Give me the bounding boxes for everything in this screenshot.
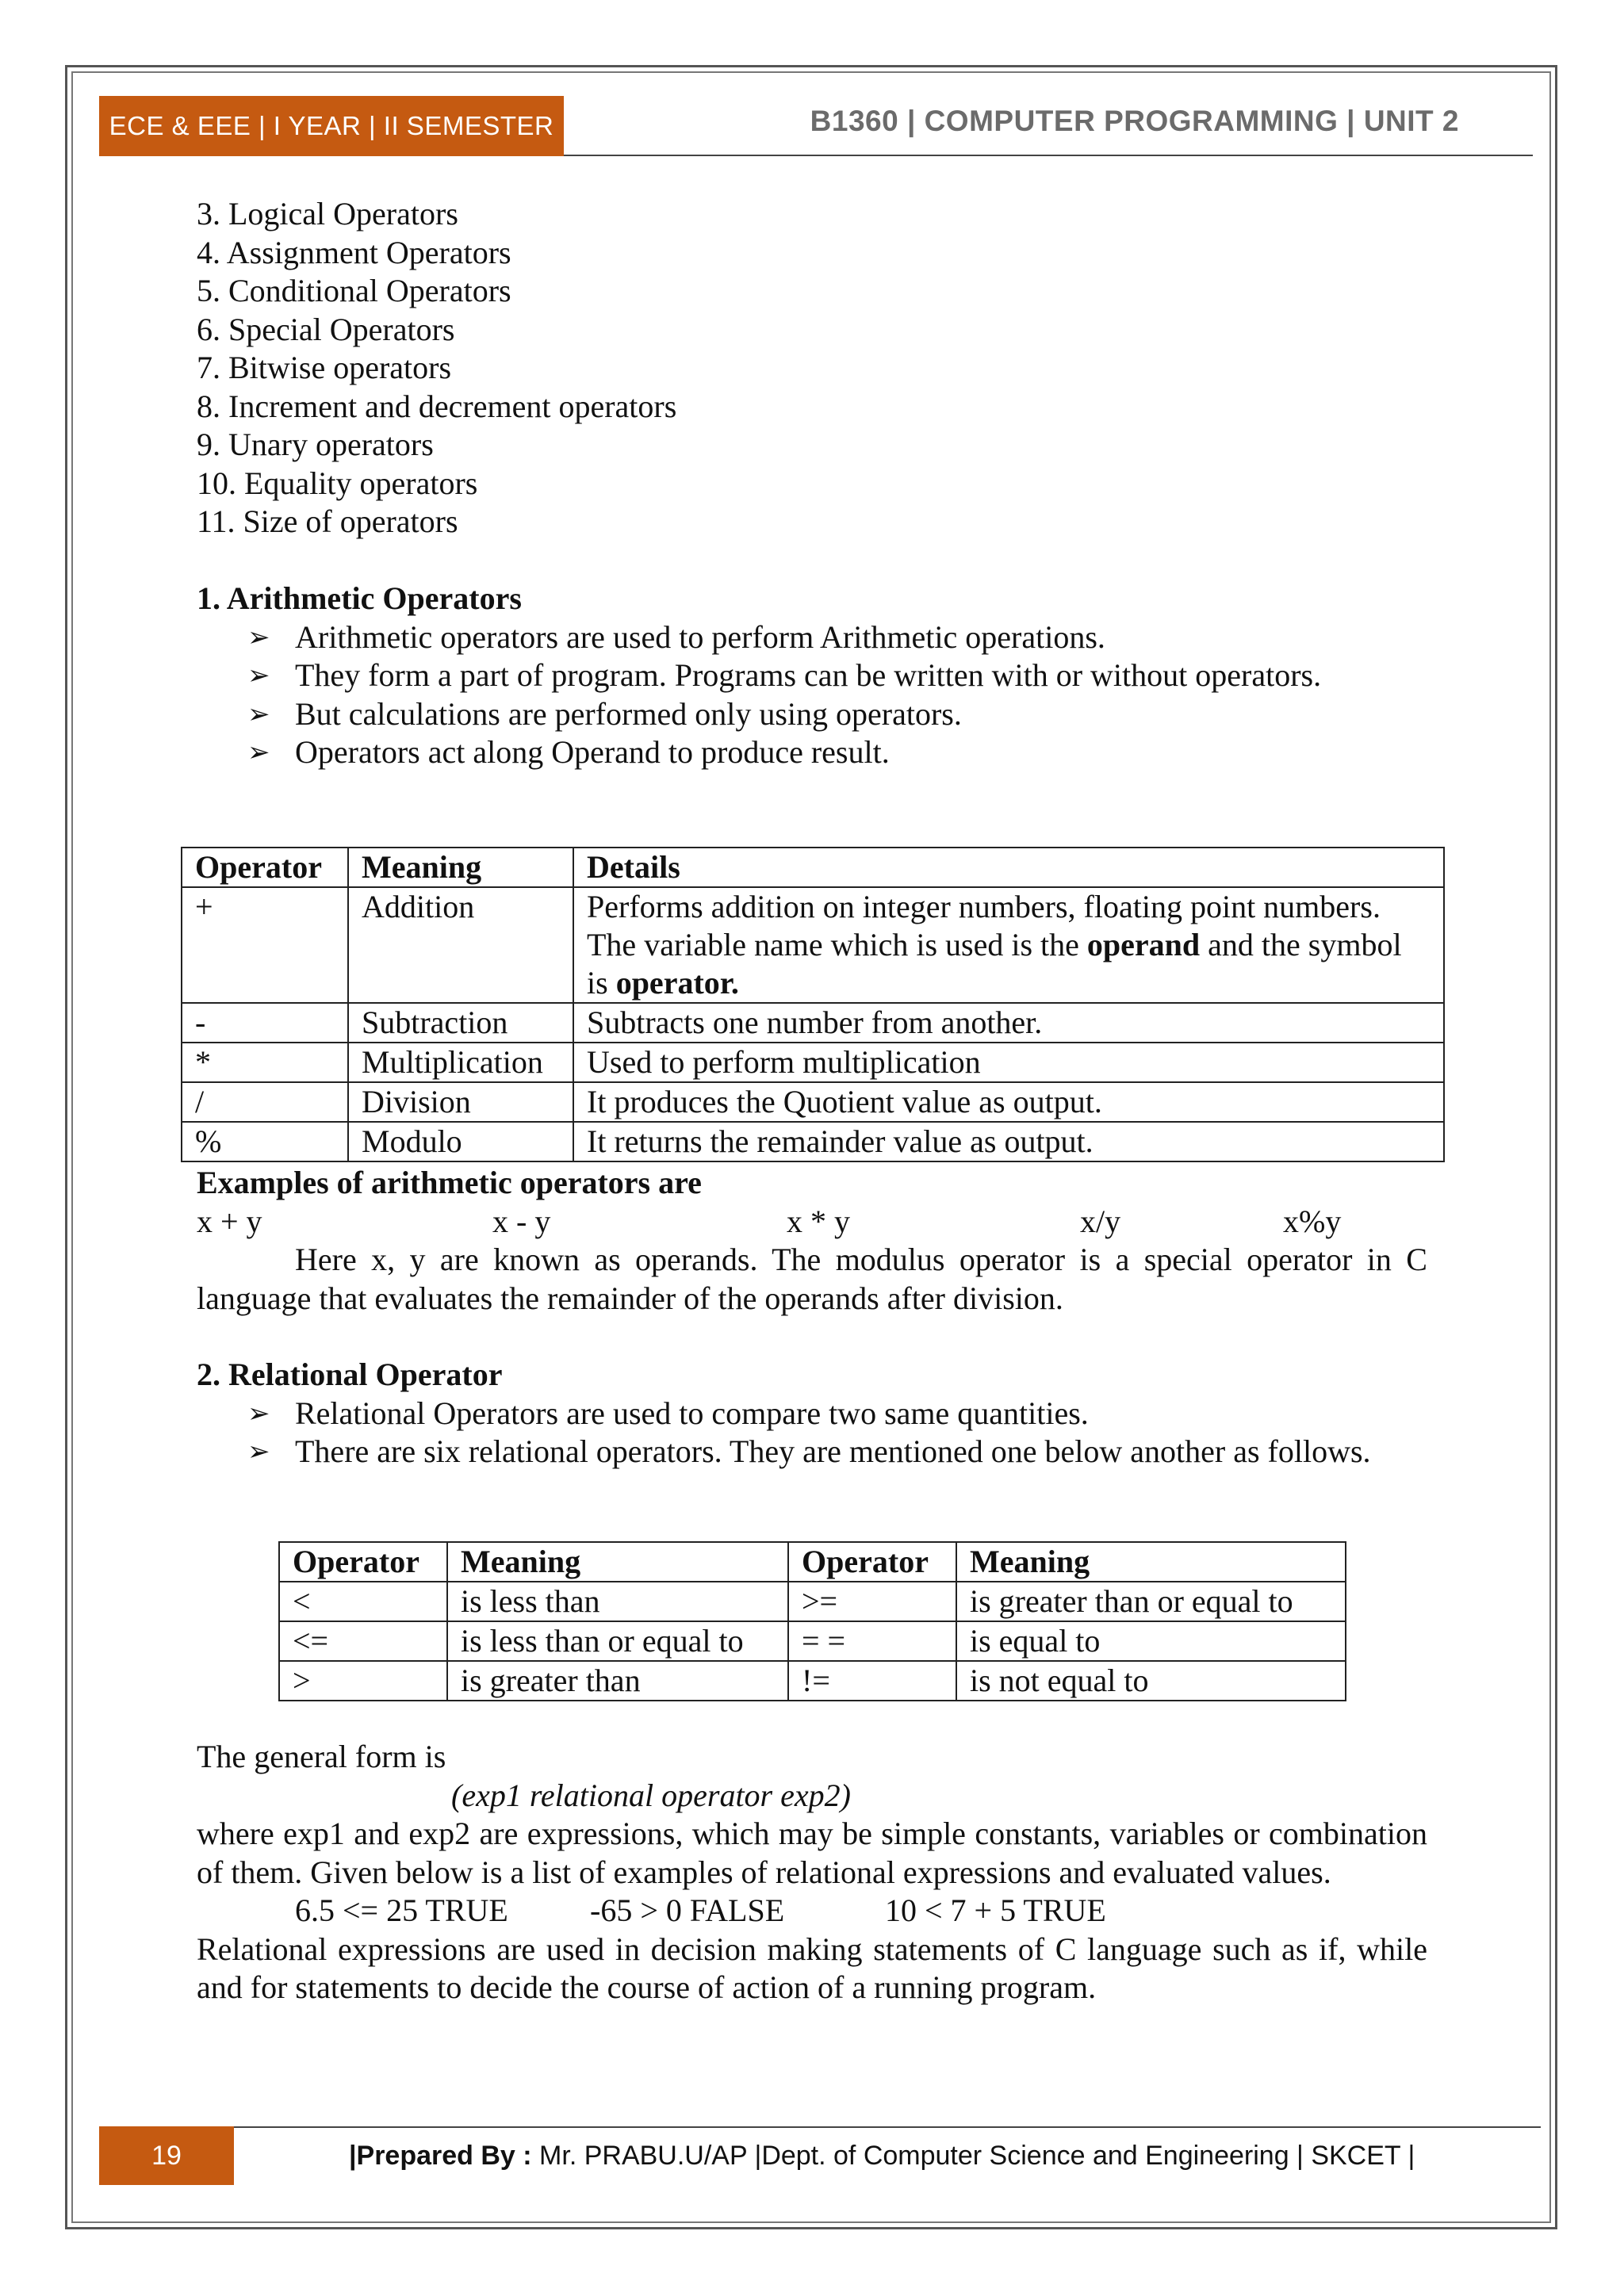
operator-cell: < bbox=[279, 1582, 447, 1621]
list-item: 5. Conditional Operators bbox=[197, 273, 511, 308]
column-header: Meaning bbox=[348, 848, 573, 887]
arithmetic-section bbox=[197, 580, 1427, 772]
meaning-cell: is less than bbox=[447, 1582, 788, 1621]
arrow-bullet-icon: ➢ bbox=[247, 698, 270, 730]
bullet-item: ➢ Operators act along Operand to produce result. bbox=[197, 733, 1427, 772]
header-rule bbox=[564, 155, 1533, 156]
operator-cell: != bbox=[788, 1661, 956, 1701]
operator-cell: + bbox=[182, 887, 348, 1003]
table-row bbox=[182, 1003, 1444, 1043]
meaning-cell: is greater than bbox=[447, 1661, 788, 1701]
table-row bbox=[182, 1043, 1444, 1082]
example-expression: 10 < 7 + 5 TRUE bbox=[885, 1892, 1106, 1928]
bullet-item: ➢ There are six relational operators. They are mentioned one below another as follows. bbox=[197, 1433, 1427, 1471]
operator-cell: * bbox=[182, 1043, 348, 1082]
list-item: 4. Assignment Operators bbox=[197, 234, 511, 270]
arithmetic-operator-table bbox=[181, 847, 1445, 1162]
arithmetic-examples bbox=[197, 1164, 1427, 1318]
meaning-cell: is equal to bbox=[956, 1621, 1346, 1661]
relational-section bbox=[197, 1356, 1427, 1471]
operator-cell: >= bbox=[788, 1582, 956, 1621]
details-cell: Performs addition on integer numbers, floating point numbers. The variable name which is used is the operand and the symbol is operator. bbox=[573, 887, 1444, 1003]
column-header: Details bbox=[573, 848, 1444, 887]
meaning-cell: Subtraction bbox=[348, 1003, 573, 1043]
paragraph: Here x, y are known as operands. The modulus operator is a special operator in C language that evaluates the remainder of the operands after division. bbox=[197, 1242, 1427, 1316]
example-expression: x/y bbox=[1080, 1203, 1121, 1239]
bullet-item: ➢ They form a part of program. Programs can be written with or without operators. bbox=[197, 656, 1427, 695]
operator-cell: = = bbox=[788, 1621, 956, 1661]
meaning-cell: Multiplication bbox=[348, 1043, 573, 1082]
bullet-list bbox=[197, 1395, 1427, 1471]
page-number: 19 bbox=[99, 2126, 234, 2185]
list-item: 10. Equality operators bbox=[197, 465, 478, 501]
list-item: 7. Bitwise operators bbox=[197, 350, 452, 385]
example-expression: x%y bbox=[1283, 1203, 1342, 1239]
meaning-cell: Addition bbox=[348, 887, 573, 1003]
table-header-row bbox=[182, 848, 1444, 887]
details-cell: It returns the remainder value as output. bbox=[573, 1122, 1444, 1161]
table-row bbox=[182, 1122, 1444, 1161]
table-header-row bbox=[279, 1542, 1346, 1582]
footer-credit: |Prepared By : Mr. PRABU.U/AP |Dept. of Computer Science and Engineering | SKCET | bbox=[349, 2141, 1415, 2171]
bullet-item: ➢ But calculations are performed only using operators. bbox=[197, 695, 1427, 734]
column-header: Operator bbox=[279, 1542, 447, 1582]
arrow-bullet-icon: ➢ bbox=[247, 621, 270, 653]
list-item: 6. Special Operators bbox=[197, 311, 455, 347]
bullet-list bbox=[197, 618, 1427, 772]
bullet-item: ➢ Relational Operators are used to compare two same quantities. bbox=[197, 1395, 1427, 1433]
column-header: Meaning bbox=[447, 1542, 788, 1582]
operator-cell: - bbox=[182, 1003, 348, 1043]
table-row bbox=[182, 887, 1444, 1003]
details-cell: Subtracts one number from another. bbox=[573, 1003, 1444, 1043]
arrow-bullet-icon: ➢ bbox=[247, 1397, 270, 1429]
general-form-label: The general form is bbox=[197, 1739, 446, 1774]
example-expression: x * y bbox=[787, 1203, 850, 1239]
paragraph: Relational expressions are used in decision making statements of C language such as if, while and for statements to decide the course of action of a running program. bbox=[197, 1931, 1427, 2005]
example-expression: x - y bbox=[492, 1203, 551, 1239]
table-row bbox=[279, 1621, 1346, 1661]
footer-rule bbox=[234, 2126, 1541, 2128]
meaning-cell: is greater than or equal to bbox=[956, 1582, 1346, 1621]
paragraph: where exp1 and exp2 are expressions, which may be simple constants, variables or combination of them. Given below is a list of examples of relational expressions and evaluated values. bbox=[197, 1816, 1427, 1890]
list-item: 11. Size of operators bbox=[197, 503, 458, 539]
arrow-bullet-icon: ➢ bbox=[247, 660, 270, 691]
list-item: 8. Increment and decrement operators bbox=[197, 388, 677, 424]
meaning-cell: is not equal to bbox=[956, 1661, 1346, 1701]
relational-operator-table bbox=[278, 1541, 1346, 1701]
relational-details bbox=[197, 1738, 1427, 2007]
operator-cell: > bbox=[279, 1661, 447, 1701]
column-header: Meaning bbox=[956, 1542, 1346, 1582]
examples-row bbox=[197, 1203, 1427, 1242]
header-title: B1360 | COMPUTER PROGRAMMING | UNIT 2 bbox=[810, 105, 1459, 137]
arrow-bullet-icon: ➢ bbox=[247, 737, 270, 768]
meaning-cell: is less than or equal to bbox=[447, 1621, 788, 1661]
meaning-cell: Division bbox=[348, 1082, 573, 1122]
column-header: Operator bbox=[182, 848, 348, 887]
header-badge: ECE & EEE | I YEAR | II SEMESTER bbox=[99, 96, 564, 156]
column-header: Operator bbox=[788, 1542, 956, 1582]
relational-examples-row bbox=[197, 1892, 1427, 1931]
table-row bbox=[279, 1661, 1346, 1701]
bullet-item: ➢ Arithmetic operators are used to perform Arithmetic operations. bbox=[197, 618, 1427, 657]
operator-cell: <= bbox=[279, 1621, 447, 1661]
arrow-bullet-icon: ➢ bbox=[247, 1436, 270, 1468]
operator-cell: / bbox=[182, 1082, 348, 1122]
details-cell: It produces the Quotient value as output. bbox=[573, 1082, 1444, 1122]
operator-cell: % bbox=[182, 1122, 348, 1161]
table-row bbox=[182, 1082, 1444, 1122]
general-form-expression: (exp1 relational operator exp2) bbox=[451, 1777, 851, 1813]
list-item: 3. Logical Operators bbox=[197, 196, 458, 232]
examples-heading: Examples of arithmetic operators are bbox=[197, 1165, 702, 1200]
list-item: 9. Unary operators bbox=[197, 427, 434, 462]
operator-list bbox=[197, 195, 1427, 541]
example-expression: x + y bbox=[197, 1203, 262, 1239]
meaning-cell: Modulo bbox=[348, 1122, 573, 1161]
details-cell: Used to perform multiplication bbox=[573, 1043, 1444, 1082]
table-row bbox=[279, 1582, 1346, 1621]
section-heading: 2. Relational Operator bbox=[197, 1357, 503, 1392]
example-expression: -65 > 0 FALSE bbox=[590, 1892, 785, 1928]
section-heading: 1. Arithmetic Operators bbox=[197, 580, 522, 616]
example-expression: 6.5 <= 25 TRUE bbox=[295, 1892, 508, 1928]
